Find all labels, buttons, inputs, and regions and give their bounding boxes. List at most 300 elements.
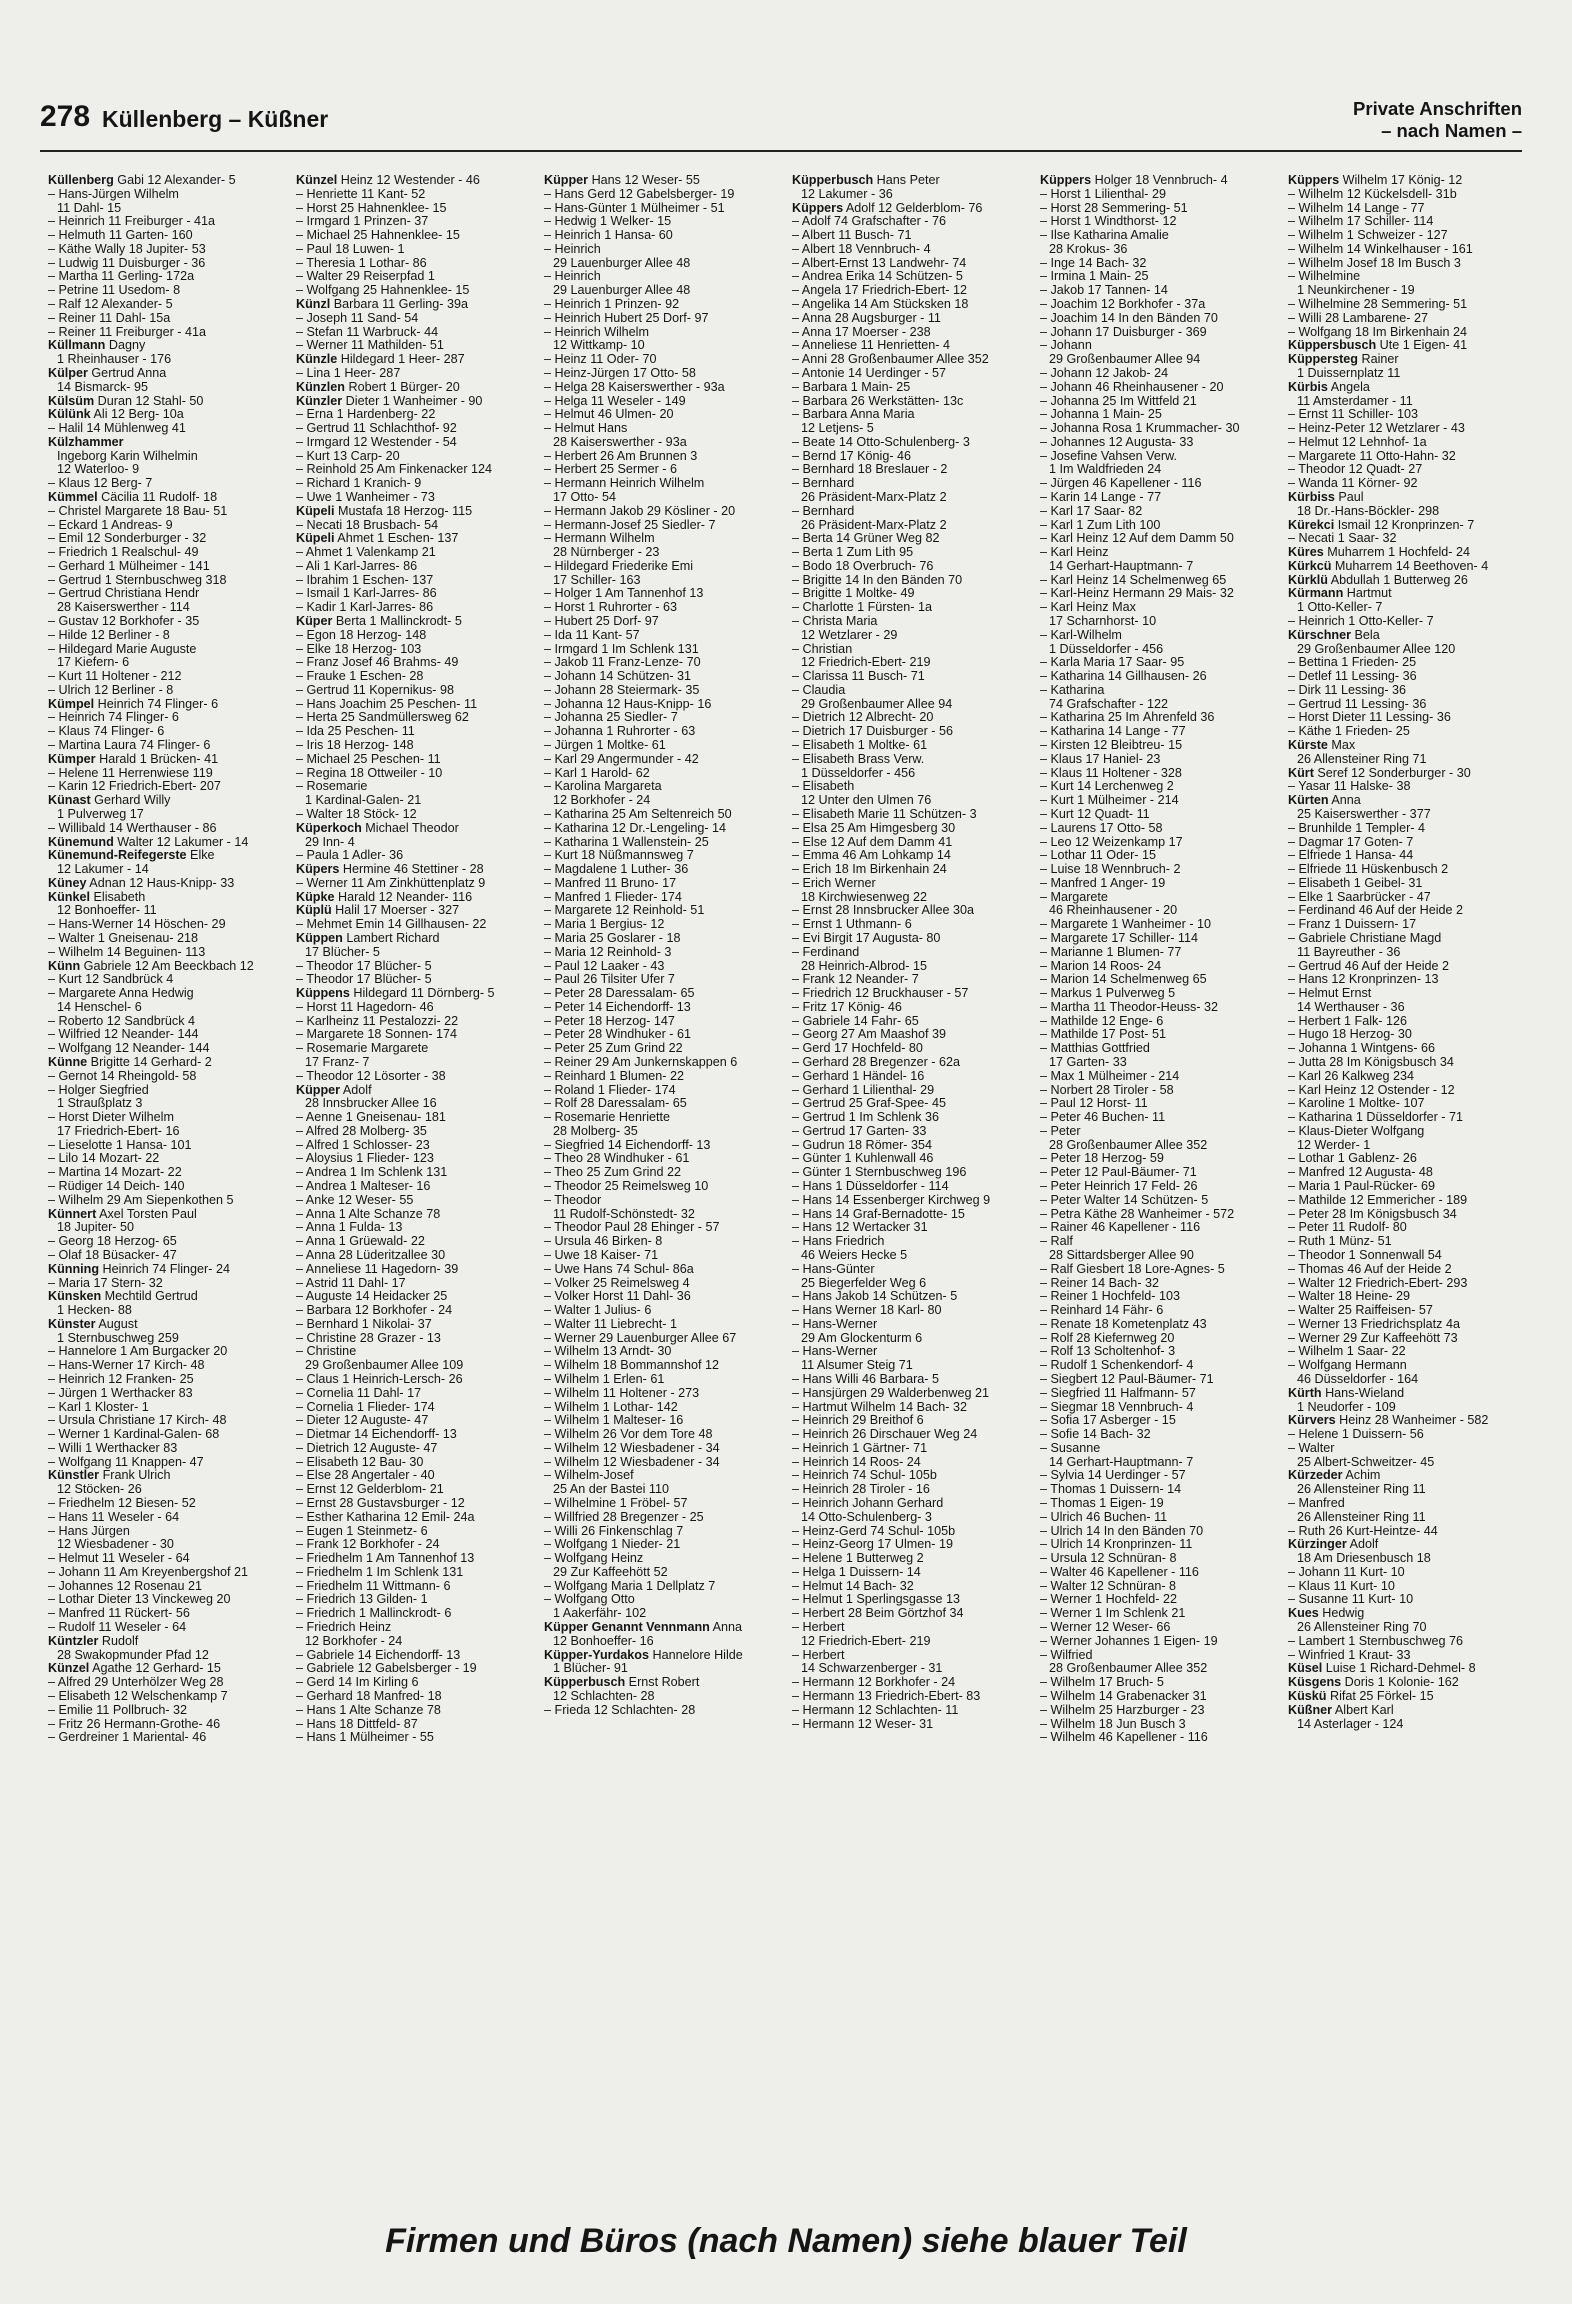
directory-entry: – Heinz 11 Oder- 70 <box>544 353 657 367</box>
directory-entry: – Hans 11 Weseler - 64 <box>48 1510 180 1524</box>
directory-entry: – Yasar 11 Halske- 38 <box>1288 780 1411 794</box>
directory-entry: – Hans Jürgen <box>48 1524 130 1538</box>
directory-entry: – Kurt 1 Mülheimer - 214 <box>1040 794 1179 808</box>
directory-entry: Küperkoch Michael Theodor <box>296 821 459 835</box>
surname: Küppersbusch <box>1288 339 1377 353</box>
directory-entry: – Peter Walter 14 Schützen- 5 <box>1040 1193 1209 1207</box>
directory-entry: – Werner 12 Weser- 66 <box>1040 1621 1171 1635</box>
directory-entry: – Günter 1 Kuhlenwall 46 <box>792 1152 934 1166</box>
directory-entry: – Theodor 25 Reimelsweg 10 <box>544 1180 709 1194</box>
surname: Kürschner <box>1288 628 1351 642</box>
directory-entry: – Wolfgang Otto <box>544 1593 635 1607</box>
directory-entry: Künzel Agathe 12 Gerhard- 15 <box>48 1662 221 1676</box>
directory-entry: – Walter 12 Friedrich-Ebert- 293 <box>1288 1276 1468 1290</box>
directory-entry: – Margarete Anna Hedwig <box>48 987 194 1001</box>
directory-entry: – Walter 18 Stöck- 12 <box>296 807 417 821</box>
directory-entry: – Emma 46 Am Lohkamp 14 <box>792 849 951 863</box>
directory-entry: – Hilde 12 Berliner - 8 <box>48 628 170 642</box>
surname: Küpper Genannt Vennmann <box>544 1621 710 1635</box>
directory-entry: – Ulrich 46 Buchen- 11 <box>1040 1510 1168 1524</box>
directory-entry: – Werner 29 Zur Kaffeehött 73 <box>1288 1331 1458 1345</box>
directory-entry: 12 Friedrich-Ebert- 219 <box>801 1634 931 1648</box>
directory-entry: 14 Gerhart-Hauptmann- 7 <box>1049 559 1194 573</box>
directory-entry: 26 Allensteiner Ring 70 <box>1297 1621 1427 1635</box>
directory-entry: – Rainer 46 Kapellener - 116 <box>1040 1221 1201 1235</box>
surname: Künnert <box>48 1207 97 1221</box>
directory-entry: – Peter 25 Zum Grind 22 <box>544 1042 683 1056</box>
directory-entry: 1 Düsseldorfer - 456 <box>801 766 916 780</box>
directory-entry: – Katharina 14 Gillhausen- 26 <box>1040 670 1207 684</box>
directory-entry: – Karin 12 Friedrich-Ebert- 207 <box>48 780 221 794</box>
directory-entry: – Hansjürgen 29 Walderbenweg 21 <box>792 1386 989 1400</box>
directory-entry: – Laurens 17 Otto- 58 <box>1040 821 1163 835</box>
directory-entry: – Hermann 12 Borkhofer - 24 <box>792 1676 956 1690</box>
directory-entry: – Werner 1 Im Schlenk 21 <box>1040 1607 1186 1621</box>
directory-entry: – Reiner 1 Hochfeld- 103 <box>1040 1290 1181 1304</box>
directory-entry: – Gerhard 28 Bregenzer - 62a <box>792 1056 961 1069</box>
directory-entry: – Norbert 28 Tiroler - 58 <box>1040 1083 1174 1097</box>
directory-entry: – Ralf 12 Alexander- 5 <box>48 298 173 312</box>
directory-entry: – Elfriede 11 Hüskenbusch 2 <box>1288 863 1449 877</box>
surname: Küperkoch <box>296 821 362 835</box>
directory-entry: – Katharina 1 Wallenstein- 25 <box>544 835 709 849</box>
surname: Külünk <box>48 408 91 422</box>
directory-entry: – Karl Heinz 14 Schelmenweg 65 <box>1040 573 1227 587</box>
directory-entry: – Helene 1 Duissern- 56 <box>1288 1428 1424 1442</box>
directory-entry: – Karl 1 Zum Lith 100 <box>1040 518 1161 532</box>
directory-entry: – Christa Maria <box>792 615 878 628</box>
directory-entry: – Michael 25 Hahnenklee- 15 <box>296 229 460 243</box>
directory-entry: – Joseph 11 Sand- 54 <box>296 311 419 325</box>
surname: Küpper <box>544 174 589 187</box>
directory-entry: – Bodo 18 Overbruch- 76 <box>792 559 934 573</box>
directory-entry: – Hans-Günter <box>792 1262 875 1276</box>
directory-entry: Kürzinger Adolf <box>1288 1538 1379 1552</box>
directory-entry: – Susanne 11 Kurt- 10 <box>1288 1593 1414 1607</box>
directory-entry: – Karl 29 Angermunder - 42 <box>544 752 699 766</box>
directory-entry: – Heinz-Peter 12 Wetzlarer - 43 <box>1288 422 1465 436</box>
directory-entry: – Werner 13 Friedrichsplatz 4a <box>1288 1317 1460 1331</box>
directory-column-6 <box>1288 174 1536 2204</box>
directory-entry: – Karl-Heinz Hermann 29 Mais- 32 <box>1040 587 1234 601</box>
directory-column-2 <box>296 174 544 2204</box>
directory-entry: – Helmut 46 Ulmen- 20 <box>544 408 674 422</box>
directory-entry: – Helmut 12 Lehnhof- 1a <box>1288 435 1427 449</box>
surname: Kümper <box>48 752 96 766</box>
directory-entry: – Heinrich Johann Gerhard <box>792 1497 944 1510</box>
directory-entry: 46 Weiers Hecke 5 <box>801 1248 908 1262</box>
directory-entry: – Jürgen 1 Moltke- 61 <box>544 739 666 753</box>
directory-entry: Kümper Harald 1 Brücken- 41 <box>48 752 219 766</box>
surname: Küplü <box>296 904 332 918</box>
directory-entry: – Max 1 Mülheimer - 214 <box>1040 1069 1180 1083</box>
directory-entry: – Eugen 1 Steinmetz- 6 <box>296 1524 428 1538</box>
directory-entry: – Kurt 12 Sandbrück 4 <box>48 973 174 987</box>
directory-entry: – Willi 1 Werthacker 83 <box>48 1441 178 1455</box>
directory-entry: – Herbert 25 Sermer - 6 <box>544 463 677 477</box>
surname: Künemund <box>48 835 114 849</box>
directory-entry: – Martha 11 Gerling- 172a <box>48 270 195 284</box>
directory-entry: Küllmann Dagny <box>48 339 146 353</box>
directory-entry: 17 Kiefern- 6 <box>57 656 130 670</box>
directory-entry: – Margarete 11 Otto-Hahn- 32 <box>1288 449 1456 463</box>
directory-entry: – Gabriele Christiane Magd <box>1288 931 1442 945</box>
directory-entry: 12 Letjens- 5 <box>801 422 874 436</box>
surname: Künzel <box>296 174 338 187</box>
directory-entry: – Dieter 12 Auguste- 47 <box>296 1414 429 1428</box>
directory-entry: – Mathilde 12 Enge- 6 <box>1040 1014 1164 1028</box>
directory-entry: – Ida 25 Peschen- 11 <box>296 725 415 739</box>
directory-entry: 18 Jupiter- 50 <box>57 1221 135 1235</box>
directory-entry: – Marion 14 Schelmenweg 65 <box>1040 973 1207 987</box>
directory-entry: – Frank 12 Neander- 7 <box>792 973 919 987</box>
directory-column-5 <box>1040 174 1288 2204</box>
directory-entry: – Margarete 1 Wanheimer - 10 <box>1040 918 1212 932</box>
surname: Küney <box>48 876 87 890</box>
directory-entry: Künzl Barbara 11 Gerling- 39a <box>296 298 468 312</box>
directory-entry: – Ferdinand 46 Auf der Heide 2 <box>1288 904 1464 918</box>
directory-entry: – Helmut Hans <box>544 422 628 436</box>
directory-entry: Küpke Harald 12 Neander- 116 <box>296 890 473 904</box>
directory-entry: – Sylvia 14 Uerdinger - 57 <box>1040 1469 1186 1483</box>
directory-entry: – Reinhard 1 Blumen- 22 <box>544 1069 685 1083</box>
directory-entry: 14 Werthauser - 36 <box>1297 1000 1405 1014</box>
directory-entry: Küpper-Yurdakos Hannelore Hilde <box>544 1648 743 1662</box>
directory-entry: – Wilhelm 12 Wiesbadener - 34 <box>544 1441 720 1455</box>
directory-entry: – Werner Johannes 1 Eigen- 19 <box>1040 1634 1218 1648</box>
directory-entry: Künast Gerhard Willy <box>48 794 171 808</box>
directory-entry: – Peter <box>1040 1124 1081 1138</box>
directory-entry: Künning Heinrich 74 Flinger- 24 <box>48 1262 230 1276</box>
directory-entry: – Hans Willi 46 Barbara- 5 <box>792 1372 939 1386</box>
directory-entry: – Frank 12 Borkhofer - 24 <box>296 1538 440 1552</box>
directory-entry: – Horst 1 Lilienthal- 29 <box>1040 187 1167 201</box>
directory-entry: 14 Asterlager - 124 <box>1297 1717 1404 1731</box>
directory-entry: – Frauke 1 Eschen- 28 <box>296 670 424 684</box>
surname: Küppers <box>1040 174 1092 187</box>
directory-entry: – Sofia 17 Asberger - 15 <box>1040 1414 1176 1428</box>
directory-entry: – Wilhelmine 28 Semmering- 51 <box>1288 298 1468 312</box>
directory-entry: – Winfried 1 Kraut- 33 <box>1288 1648 1411 1662</box>
directory-entry: 17 Garten- 33 <box>1049 1056 1127 1069</box>
directory-entry: – Gerd 14 Im Kirling 6 <box>296 1676 419 1690</box>
directory-entry: Küppen Lambert Richard <box>296 931 440 945</box>
directory-entry: – Henriette 11 Kant- 52 <box>296 187 426 201</box>
directory-entry: – Hubert 25 Dorf- 97 <box>544 615 659 628</box>
directory-entry: – Holger Siegfried <box>48 1083 149 1097</box>
directory-entry: – Hans-Jürgen Wilhelm <box>48 187 179 201</box>
directory-entry: – Wolfgang Heinz <box>544 1552 644 1566</box>
directory-entry: – Hans-Werner <box>792 1317 878 1331</box>
directory-entry: Kürbiss Paul <box>1288 490 1364 504</box>
directory-entry: – Dietrich 17 Duisburger - 56 <box>792 725 953 739</box>
directory-entry: – Bernhard <box>792 477 855 491</box>
section-label <box>1353 98 1522 142</box>
directory-entry: Küntzler Rudolf <box>48 1634 139 1648</box>
directory-entry: – Erich Werner <box>792 876 876 890</box>
directory-entry: – Thomas 46 Auf der Heide 2 <box>1288 1262 1452 1276</box>
directory-entry: – Anna 1 Fulda- 13 <box>296 1221 403 1235</box>
directory-entry: – Heinrich 11 Freiburger - 41a <box>48 215 216 229</box>
directory-entry: Kümpel Heinrich 74 Flinger- 6 <box>48 697 219 711</box>
directory-entry: – Rosemarie Henriette <box>544 1111 670 1125</box>
directory-entry: – Thomas 1 Duissern- 14 <box>1040 1483 1182 1497</box>
directory-entry: 29 Lauenburger Allee 48 <box>553 256 691 270</box>
directory-entry: – Alfred 29 Unterhölzer Weg 28 <box>48 1676 224 1690</box>
surname: Küper <box>296 615 333 628</box>
directory-entry: Küppers Holger 18 Vennbruch- 4 <box>1040 174 1228 187</box>
directory-entry: 25 Biegerfelder Weg 6 <box>801 1276 927 1290</box>
directory-entry: – Gertrud 1 Sternbuschweg 318 <box>48 573 227 587</box>
directory-entry: – Erna 1 Hardenberg- 22 <box>296 408 436 422</box>
section-label-line2: – nach Namen – <box>1381 120 1522 141</box>
directory-entry: – Karl 17 Saar- 82 <box>1040 504 1143 518</box>
directory-entry: 26 Allensteiner Ring 11 <box>1297 1510 1426 1524</box>
directory-entry: – Ismail 1 Karl-Jarres- 86 <box>296 587 437 601</box>
directory-entry: – Hans-Werner 14 Höschen- 29 <box>48 918 226 932</box>
surname: Küpperbusch <box>544 1676 626 1690</box>
directory-entry: – Elke 1 Saarbrücker - 47 <box>1288 890 1431 904</box>
directory-entry: – Margarete 17 Schiller- 114 <box>1040 931 1198 945</box>
directory-entry: – Anna 1 Grüewald- 22 <box>296 1235 425 1249</box>
directory-entry: 1 Straußplatz 3 <box>57 1097 143 1111</box>
directory-entry: – Heinrich Wilhelm <box>544 325 649 339</box>
directory-entry: – Heinrich 1 Prinzen- 92 <box>544 298 680 312</box>
directory-entry: – Friedrich 1 Mallinckrodt- 6 <box>296 1607 452 1621</box>
directory-entry: – Wilhelm 1 Saar- 22 <box>1288 1345 1406 1359</box>
directory-entry: – Theodor <box>544 1193 602 1207</box>
directory-entry: Künzle Hildegard 1 Heer- 287 <box>296 353 465 367</box>
directory-entry: 12 Bonhoeffer- 16 <box>553 1634 654 1648</box>
directory-entry: – Renate 18 Kometenplatz 43 <box>1040 1317 1207 1331</box>
directory-entry: – Johann 28 Steiermark- 35 <box>544 683 700 697</box>
directory-entry: – Kirsten 12 Bleibtreu- 15 <box>1040 739 1183 753</box>
directory-entry: – Siegbert 12 Paul-Bäumer- 71 <box>1040 1372 1214 1386</box>
directory-entry: – Georg 18 Herzog- 65 <box>48 1235 177 1249</box>
directory-entry: – Lothar 1 Gablenz- 26 <box>1288 1152 1417 1166</box>
directory-entry: – Necati 1 Saar- 32 <box>1288 532 1397 546</box>
directory-entry: Küres Muharrem 1 Hochfeld- 24 <box>1288 546 1470 560</box>
directory-entry: – Karl-Wilhelm <box>1040 628 1122 642</box>
directory-columns <box>48 174 1538 2204</box>
directory-entry: – Theodor Paul 28 Ehinger - 57 <box>544 1221 720 1235</box>
directory-entry: – Maria 25 Goslarer - 18 <box>544 931 681 945</box>
directory-entry: – Gertrud 25 Graf-Spee- 45 <box>792 1097 947 1111</box>
directory-entry: – Rolf 28 Kiefernweg 20 <box>1040 1331 1175 1345</box>
directory-entry: – Wilhelm 11 Holtener - 273 <box>544 1386 700 1400</box>
directory-entry: – Karl 26 Kalkweg 234 <box>1288 1069 1415 1083</box>
directory-entry: – Wilhelm 14 Beguinen- 113 <box>48 945 206 959</box>
directory-entry: – Johann 12 Jakob- 24 <box>1040 366 1169 380</box>
directory-entry: – Bernd 17 König- 46 <box>792 449 912 463</box>
directory-entry: – Lilo 14 Mozart- 22 <box>48 1152 160 1166</box>
directory-entry: – Michael 25 Peschen- 11 <box>296 752 441 766</box>
surname: Küllenberg <box>48 174 114 187</box>
section-label-line1: Private Anschriften <box>1353 98 1522 119</box>
directory-entry: – Gertrud 1 Im Schlenk 36 <box>792 1111 939 1125</box>
directory-entry: – Hildegard Marie Auguste <box>48 642 197 656</box>
directory-entry: – Gabriele 12 Gabelsberger - 19 <box>296 1662 477 1676</box>
directory-entry: – Herbert <box>792 1648 845 1662</box>
surname: Küppers <box>1288 174 1340 187</box>
surname: Kürbiss <box>1288 490 1335 504</box>
directory-entry: – Emil 12 Sonderburger - 32 <box>48 532 207 546</box>
directory-entry: – Mathilde 17 Post- 51 <box>1040 1028 1167 1042</box>
directory-entry: – Jakob 17 Tannen- 14 <box>1040 284 1168 298</box>
directory-entry: 18 Dr.-Hans-Böckler- 298 <box>1297 504 1440 518</box>
directory-entry: – Anneliese 11 Hagedorn- 39 <box>296 1262 459 1276</box>
directory-entry: – Hans Friedrich <box>792 1235 885 1249</box>
directory-entry: – Halil 14 Mühlenweg 41 <box>48 422 186 436</box>
directory-entry: – Anna 28 Augsburger - 11 <box>792 311 941 325</box>
surname: Külsüm <box>48 394 95 408</box>
directory-entry: – Johann 46 Rheinhausener - 20 <box>1040 380 1224 394</box>
directory-entry: – Herbert 1 Falk- 126 <box>1288 1014 1407 1028</box>
directory-entry: – Friedrich 1 Realschul- 49 <box>48 546 199 560</box>
directory-entry: – Werner 11 Mathilden- 51 <box>296 339 444 353</box>
directory-entry: – Johann <box>1040 339 1092 353</box>
directory-entry: – Helga 11 Weseler - 149 <box>544 394 686 408</box>
directory-entry: – Barbara 12 Borkhofer - 24 <box>296 1304 453 1318</box>
directory-entry: 12 Werder- 1 <box>1297 1138 1371 1152</box>
directory-entry: – Joachim 14 In den Bänden 70 <box>1040 311 1218 325</box>
directory-entry: – Antonie 14 Uerdinger - 57 <box>792 366 947 380</box>
directory-entry: Kürvers Heinz 28 Wanheimer - 582 <box>1288 1414 1489 1428</box>
directory-entry: – Manfred <box>1288 1497 1345 1510</box>
directory-entry: Küpeli Mustafa 18 Herzog- 115 <box>296 504 473 518</box>
directory-entry: – Theresia 1 Lothar- 86 <box>296 256 427 270</box>
directory-entry: Künzel Heinz 12 Westender - 46 <box>296 174 480 187</box>
directory-entry: – Gerhard 18 Manfred- 18 <box>296 1689 442 1703</box>
directory-entry: – Wilhelm 29 Am Siepenkothen 5 <box>48 1193 234 1207</box>
directory-entry: – Ursula Christiane 17 Kirch- 48 <box>48 1414 227 1428</box>
directory-entry: 28 Großenbaumer Allee 352 <box>1049 1662 1208 1676</box>
directory-entry: – Johannes 12 Augusta- 33 <box>1040 435 1194 449</box>
directory-entry: – Hans Gerd 12 Gabelsberger- 19 <box>544 187 735 201</box>
directory-entry: – Ulrich 12 Berliner - 8 <box>48 683 174 697</box>
directory-entry: – Johanna 25 Im Wittfeld 21 <box>1040 394 1197 408</box>
directory-entry: – Friedhelm 11 Wittmann- 6 <box>296 1579 451 1593</box>
directory-entry: 12 Schlachten- 28 <box>553 1689 655 1703</box>
directory-entry: 12 Bonhoeffer- 11 <box>57 904 157 918</box>
directory-entry: – Wilhelm-Josef <box>544 1469 634 1483</box>
directory-entry: – Franz Josef 46 Brahms- 49 <box>296 656 459 670</box>
directory-entry: – Peter 46 Buchen- 11 <box>1040 1111 1166 1125</box>
surname: Kürth <box>1288 1386 1322 1400</box>
directory-entry: – Petrine 11 Usedom- 8 <box>48 284 181 298</box>
directory-entry: Küplü Halil 17 Moerser - 327 <box>296 904 460 918</box>
directory-entry: – Manfred 1 Flieder- 174 <box>544 890 682 904</box>
directory-entry: – Andrea 1 Malteser- 16 <box>296 1180 431 1194</box>
directory-entry: – Johanna 1 Main- 25 <box>1040 408 1162 422</box>
directory-entry: – Friedhelm 12 Biesen- 52 <box>48 1497 196 1510</box>
directory-entry: – Ursula 12 Schnüran- 8 <box>1040 1552 1177 1566</box>
directory-entry: – Heinrich 1 Gärtner- 71 <box>792 1441 928 1455</box>
directory-entry: – Gertrud 17 Garten- 33 <box>792 1124 927 1138</box>
directory-entry: 12 Borkhofer - 24 <box>553 794 651 808</box>
directory-entry: Küpper Hans 12 Weser- 55 <box>544 174 700 187</box>
directory-column-4 <box>792 174 1040 2204</box>
surname: Küntzler <box>48 1634 99 1648</box>
surname: Küppers <box>792 201 844 215</box>
directory-entry: – Egon 18 Herzog- 148 <box>296 628 427 642</box>
directory-entry: – Walter 46 Kapellener - 116 <box>1040 1565 1199 1579</box>
directory-entry: – Peter 11 Rudolf- 80 <box>1288 1221 1407 1235</box>
directory-entry: – Johannes 12 Rosenau 21 <box>48 1579 203 1593</box>
directory-entry: – Hermann Heinrich Wilhelm <box>544 477 705 491</box>
directory-entry: – Paul 18 Luwen- 1 <box>296 242 405 256</box>
directory-entry: – Manfred 12 Augusta- 48 <box>1288 1166 1433 1180</box>
directory-entry <box>48 436 296 450</box>
directory-entry: – Wolfgang Maria 1 Dellplatz 7 <box>544 1579 716 1593</box>
directory-entry: – Fritz 17 König- 46 <box>792 1000 902 1014</box>
directory-entry: – Dietrich 12 Albrecht- 20 <box>792 711 934 725</box>
directory-entry: 1 Neunkirchener - 19 <box>1297 284 1415 298</box>
directory-entry: – Karlheinz 11 Pestalozzi- 22 <box>296 1014 459 1028</box>
directory-entry: – Hans 18 Dittfeld- 87 <box>296 1717 418 1731</box>
directory-entry: – Hedwig 1 Welker- 15 <box>544 215 672 229</box>
directory-entry: – Adolf 74 Grafschafter - 76 <box>792 215 947 229</box>
directory-entry: 26 Präsident-Marx-Platz 2 <box>801 518 947 532</box>
directory-entry: – Siegmar 18 Vennbruch- 4 <box>1040 1400 1194 1414</box>
directory-entry: – Walter 1 Gneisenau- 218 <box>48 931 199 945</box>
directory-column-1 <box>48 174 296 2204</box>
directory-entry: Küppersteg Rainer <box>1288 353 1399 367</box>
directory-entry: Küsel Luise 1 Richard-Dehmel- 8 <box>1288 1662 1476 1676</box>
surname: Küpperbusch <box>792 174 874 187</box>
directory-entry: Küpers Hermine 46 Stettiner - 28 <box>296 863 484 877</box>
directory-entry: – Ernst 28 Innsbrucker Allee 30a <box>792 904 975 918</box>
surname: Kürbis <box>1288 380 1328 394</box>
directory-entry: – Wilhelm 14 Winkelhauser - 161 <box>1288 242 1473 256</box>
directory-entry: – Wilhelm Josef 18 Im Busch 3 <box>1288 256 1461 270</box>
directory-entry: 11 Rudolf-Schönstedt- 32 <box>553 1207 695 1221</box>
directory-entry: – Albert 18 Vennbruch- 4 <box>792 242 931 256</box>
directory-entry: – Inge 14 Bach- 32 <box>1040 256 1147 270</box>
directory-entry: – Ralf <box>1040 1235 1073 1249</box>
directory-entry: – Hartmut Wilhelm 14 Bach- 32 <box>792 1400 967 1414</box>
directory-entry: 1 Hecken- 88 <box>57 1304 132 1318</box>
directory-entry: Kürzeder Achim <box>1288 1469 1381 1483</box>
directory-entry: – Heinrich 26 Dirschauer Weg 24 <box>792 1428 978 1442</box>
surname: Kürzeder <box>1288 1469 1343 1483</box>
directory-entry: – Uwe 18 Kaiser- 71 <box>544 1248 659 1262</box>
directory-entry: – Karl 1 Harold- 62 <box>544 766 650 780</box>
directory-entry: – Rüdiger 14 Deich- 140 <box>48 1180 185 1194</box>
directory-entry: – Horst 28 Semmering- 51 <box>1040 201 1188 215</box>
directory-entry: – Heinrich 12 Franken- 25 <box>48 1372 194 1386</box>
directory-entry: – Uwe Hans 74 Schul- 86a <box>544 1262 694 1276</box>
directory-entry: 74 Grafschafter - 122 <box>1049 697 1169 711</box>
directory-entry: Kürkcü Muharrem 14 Beethoven- 4 <box>1288 559 1489 573</box>
directory-entry: – Helga 28 Kaiserswerther - 93a <box>544 380 725 394</box>
directory-entry: Künkel Elisabeth <box>48 890 146 904</box>
directory-entry: – Jakob 11 Franz-Lenze- 70 <box>544 656 701 670</box>
directory-entry: – Werner 29 Lauenburger Allee 67 <box>544 1331 737 1345</box>
directory-entry: – Rudolf 1 Schenkendorf- 4 <box>1040 1359 1194 1373</box>
directory-entry: – Walter 11 Liebrecht- 1 <box>544 1317 677 1331</box>
directory-entry: – Irmgard 12 Westender - 54 <box>296 435 457 449</box>
directory-entry: Künstler Frank Ulrich <box>48 1469 171 1483</box>
directory-entry: – Reiner 11 Dahl- 15a <box>48 311 171 325</box>
directory-entry: – Wolfgang 25 Hahnenklee- 15 <box>296 284 470 298</box>
directory-entry: 28 Innsbrucker Allee 16 <box>305 1097 437 1111</box>
directory-entry: 12 Unter den Ulmen 76 <box>801 794 932 808</box>
directory-entry: – Friedhelm 1 Im Schlenk 131 <box>296 1565 464 1579</box>
directory-entry: – Wilhelm 46 Kapellener - 116 <box>1040 1731 1208 1745</box>
directory-entry: – Claus 1 Heinrich-Lersch- 26 <box>296 1372 463 1386</box>
directory-entry: – Bernhard <box>792 504 855 518</box>
